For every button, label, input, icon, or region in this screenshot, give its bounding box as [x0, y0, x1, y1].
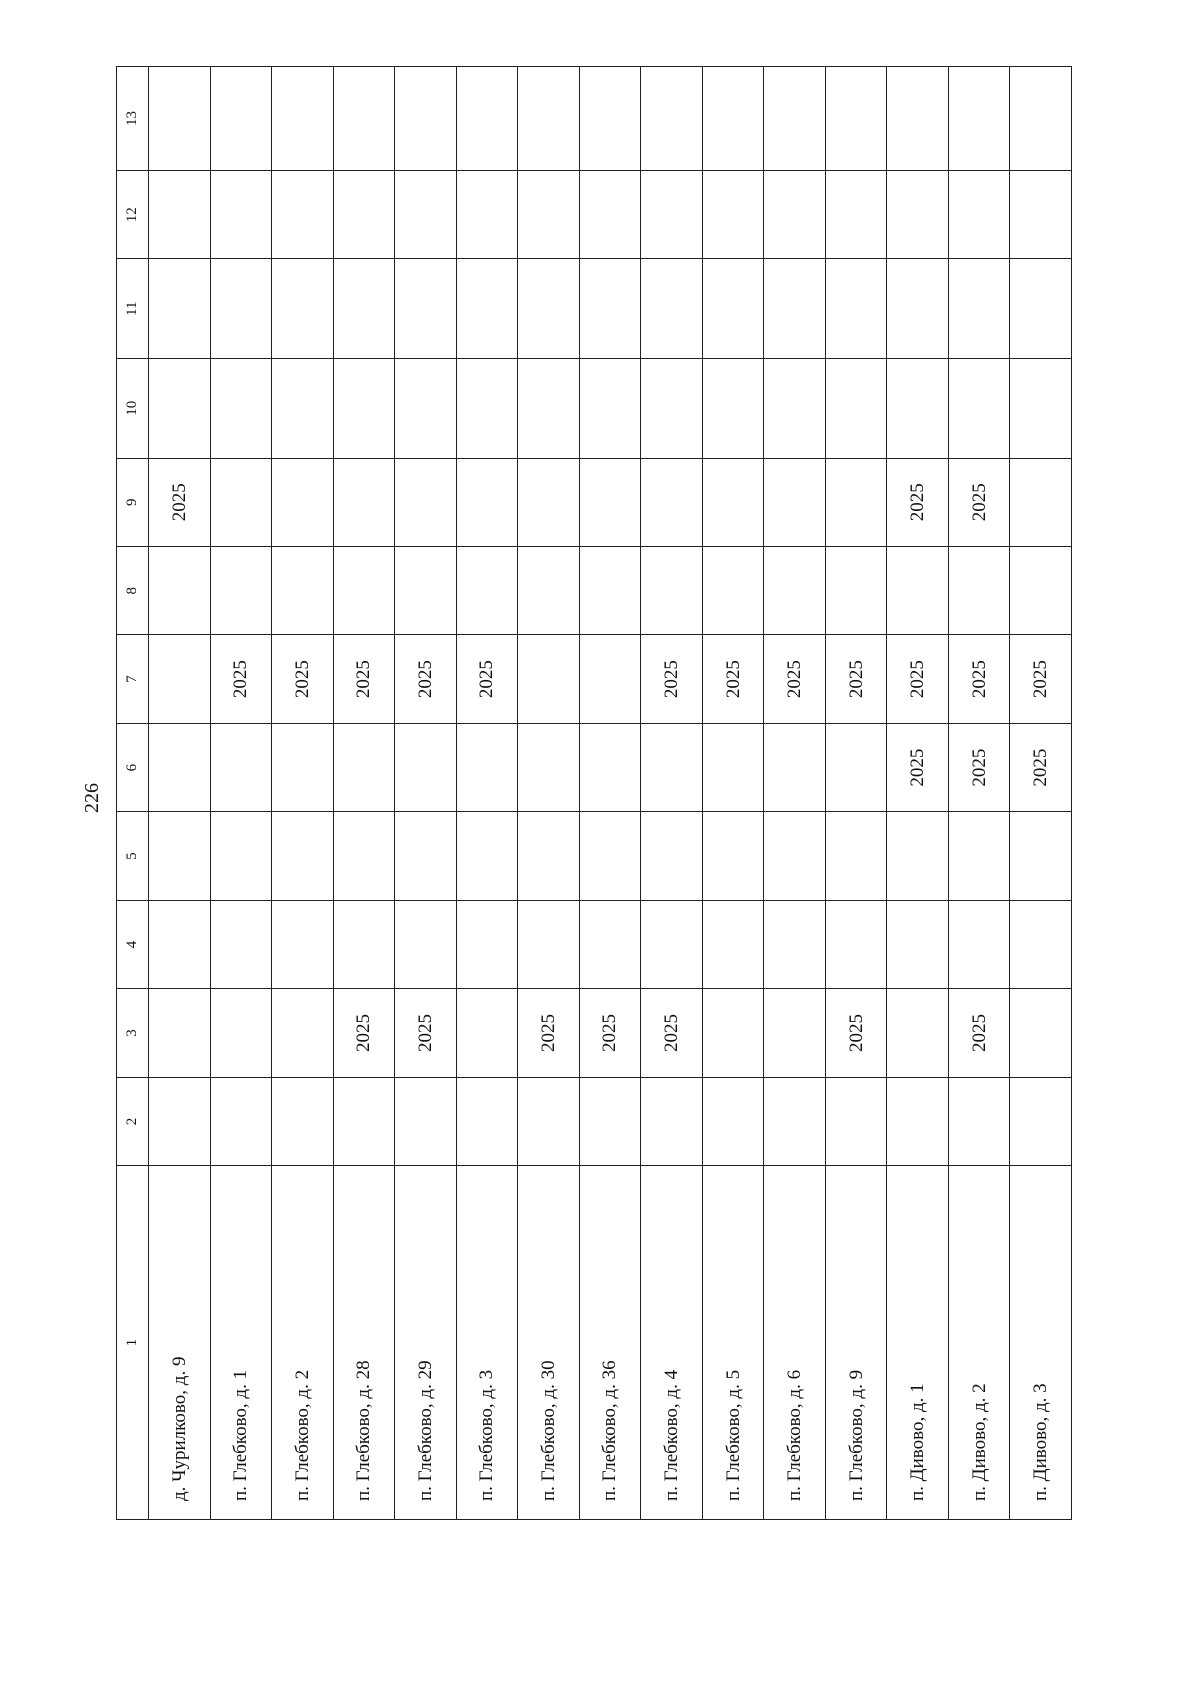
year-cell	[333, 546, 395, 634]
column-header-1: 1	[117, 1166, 149, 1520]
year-cell	[948, 900, 1010, 988]
year-cell	[948, 171, 1010, 259]
address-cell: п. Дивово, д. 2	[948, 1166, 1010, 1520]
year-cell	[456, 458, 518, 546]
year-cell	[333, 458, 395, 546]
year-cell	[518, 723, 580, 811]
year-cell	[395, 259, 457, 359]
year-cell	[272, 900, 334, 988]
address-cell: п. Глебково, д. 30	[518, 1166, 580, 1520]
year-cell	[456, 259, 518, 359]
year-cell	[579, 635, 641, 723]
year-cell	[395, 900, 457, 988]
year-cell	[333, 359, 395, 459]
table-row	[518, 67, 580, 1520]
year-cell	[210, 1077, 272, 1165]
table-row	[887, 67, 949, 1520]
table-row	[764, 67, 826, 1520]
year-cell	[518, 359, 580, 459]
year-cell	[641, 900, 703, 988]
year-cell	[518, 546, 580, 634]
year-cell	[641, 723, 703, 811]
address-cell: п. Глебково, д. 36	[579, 1166, 641, 1520]
year-cell	[210, 458, 272, 546]
year-cell	[764, 989, 826, 1077]
year-cell	[948, 359, 1010, 459]
year-cell: 2025	[948, 723, 1010, 811]
year-cell	[395, 812, 457, 900]
table-row	[1010, 67, 1072, 1520]
year-cell	[272, 259, 334, 359]
year-cell	[1010, 359, 1072, 459]
year-cell	[948, 259, 1010, 359]
column-header-11: 11	[117, 259, 149, 359]
year-cell	[149, 67, 211, 171]
year-cell	[518, 812, 580, 900]
year-cell	[825, 1077, 887, 1165]
year-cell: 2025	[887, 723, 949, 811]
year-cell	[702, 989, 764, 1077]
year-cell	[149, 723, 211, 811]
year-cell	[1010, 900, 1072, 988]
year-cell	[887, 359, 949, 459]
year-cell	[825, 900, 887, 988]
year-cell	[272, 67, 334, 171]
year-cell	[702, 67, 764, 171]
year-cell: 2025	[1010, 723, 1072, 811]
year-cell	[1010, 1077, 1072, 1165]
year-cell: 2025	[887, 458, 949, 546]
year-cell	[579, 812, 641, 900]
year-cell	[887, 812, 949, 900]
year-cell	[333, 723, 395, 811]
year-cell	[887, 546, 949, 634]
year-cell: 2025	[149, 458, 211, 546]
year-cell	[579, 546, 641, 634]
year-cell	[333, 900, 395, 988]
address-cell: п. Дивово, д. 1	[887, 1166, 949, 1520]
year-cell	[395, 546, 457, 634]
year-cell	[149, 989, 211, 1077]
year-cell	[1010, 259, 1072, 359]
year-cell	[825, 546, 887, 634]
year-cell	[641, 1077, 703, 1165]
year-cell	[272, 989, 334, 1077]
year-cell	[456, 171, 518, 259]
year-cell	[579, 359, 641, 459]
column-header-13: 13	[117, 67, 149, 171]
year-cell: 2025	[333, 989, 395, 1077]
table-row	[272, 67, 334, 1520]
year-cell	[149, 259, 211, 359]
year-cell	[395, 1077, 457, 1165]
year-cell	[1010, 546, 1072, 634]
year-cell: 2025	[456, 635, 518, 723]
year-cell	[641, 458, 703, 546]
year-cell	[825, 812, 887, 900]
year-cell: 2025	[948, 635, 1010, 723]
year-cell	[764, 723, 826, 811]
year-cell: 2025	[641, 989, 703, 1077]
year-cell	[764, 259, 826, 359]
table-row	[641, 67, 703, 1520]
year-cell	[641, 812, 703, 900]
year-cell	[1010, 67, 1072, 171]
year-cell	[641, 171, 703, 259]
year-cell	[272, 812, 334, 900]
address-cell: п. Глебково, д. 4	[641, 1166, 703, 1520]
year-cell	[456, 546, 518, 634]
year-cell	[210, 67, 272, 171]
year-cell: 2025	[395, 635, 457, 723]
year-cell	[641, 259, 703, 359]
year-cell	[149, 171, 211, 259]
year-cell	[579, 723, 641, 811]
year-cell	[210, 900, 272, 988]
year-cell	[333, 67, 395, 171]
year-cell	[764, 458, 826, 546]
year-cell	[456, 989, 518, 1077]
year-cell	[149, 812, 211, 900]
year-cell	[579, 67, 641, 171]
year-cell	[764, 171, 826, 259]
year-cell	[825, 171, 887, 259]
year-cell	[764, 67, 826, 171]
year-cell	[210, 359, 272, 459]
page-number: 226	[81, 783, 103, 813]
address-cell: п. Глебково, д. 9	[825, 1166, 887, 1520]
column-header-7: 7	[117, 635, 149, 723]
year-cell	[825, 458, 887, 546]
year-cell: 2025	[518, 989, 580, 1077]
year-cell	[210, 546, 272, 634]
year-cell	[579, 1077, 641, 1165]
column-header-6: 6	[117, 723, 149, 811]
year-cell	[333, 171, 395, 259]
address-cell: п. Глебково, д. 5	[702, 1166, 764, 1520]
year-cell	[702, 546, 764, 634]
table-row	[210, 67, 272, 1520]
column-header-4: 4	[117, 900, 149, 988]
year-cell	[333, 812, 395, 900]
year-cell	[272, 723, 334, 811]
address-cell: п. Глебково, д. 3	[456, 1166, 518, 1520]
year-cell: 2025	[210, 635, 272, 723]
year-cell	[764, 359, 826, 459]
year-cell	[149, 546, 211, 634]
address-cell: п. Глебково, д. 29	[395, 1166, 457, 1520]
year-cell	[825, 259, 887, 359]
year-cell	[518, 1077, 580, 1165]
year-cell	[702, 171, 764, 259]
year-cell	[210, 989, 272, 1077]
column-header-12: 12	[117, 171, 149, 259]
table-row	[456, 67, 518, 1520]
year-cell	[702, 259, 764, 359]
year-cell	[825, 723, 887, 811]
year-cell: 2025	[887, 635, 949, 723]
year-cell	[210, 259, 272, 359]
year-cell	[456, 67, 518, 171]
data-table	[116, 66, 1072, 1520]
year-cell	[948, 1077, 1010, 1165]
year-cell	[887, 171, 949, 259]
address-cell: п. Глебково, д. 28	[333, 1166, 395, 1520]
year-cell	[518, 67, 580, 171]
year-cell	[456, 359, 518, 459]
year-cell: 2025	[1010, 635, 1072, 723]
year-cell	[456, 1077, 518, 1165]
year-cell	[825, 67, 887, 171]
table-row	[825, 67, 887, 1520]
year-cell	[948, 546, 1010, 634]
year-cell	[887, 259, 949, 359]
column-header-2: 2	[117, 1077, 149, 1165]
year-cell	[887, 67, 949, 171]
year-cell	[579, 900, 641, 988]
year-cell	[518, 458, 580, 546]
year-cell	[518, 635, 580, 723]
year-cell	[395, 359, 457, 459]
year-cell	[887, 989, 949, 1077]
address-cell: д. Чурилково, д. 9	[149, 1166, 211, 1520]
year-cell	[579, 259, 641, 359]
year-cell	[456, 812, 518, 900]
year-cell	[702, 1077, 764, 1165]
year-cell	[579, 458, 641, 546]
year-cell	[641, 67, 703, 171]
table-row	[395, 67, 457, 1520]
address-cell: п. Глебково, д. 2	[272, 1166, 334, 1520]
address-cell: п. Глебково, д. 1	[210, 1166, 272, 1520]
year-cell	[764, 546, 826, 634]
address-cell: п. Дивово, д. 3	[1010, 1166, 1072, 1520]
year-cell: 2025	[948, 989, 1010, 1077]
column-header-9: 9	[117, 458, 149, 546]
year-cell	[149, 900, 211, 988]
year-cell: 2025	[702, 635, 764, 723]
year-cell: 2025	[333, 635, 395, 723]
year-cell	[272, 1077, 334, 1165]
year-cell	[887, 1077, 949, 1165]
year-cell	[702, 359, 764, 459]
year-cell: 2025	[948, 458, 1010, 546]
year-cell	[702, 723, 764, 811]
year-cell	[395, 723, 457, 811]
table-row	[333, 67, 395, 1520]
year-cell	[518, 171, 580, 259]
year-cell	[210, 723, 272, 811]
year-cell	[518, 900, 580, 988]
year-cell	[149, 359, 211, 459]
year-cell	[149, 635, 211, 723]
year-cell: 2025	[272, 635, 334, 723]
table-row	[702, 67, 764, 1520]
year-cell	[1010, 171, 1072, 259]
year-cell	[395, 171, 457, 259]
year-cell	[702, 900, 764, 988]
year-cell: 2025	[764, 635, 826, 723]
year-cell	[518, 259, 580, 359]
column-header-3: 3	[117, 989, 149, 1077]
year-cell	[395, 67, 457, 171]
year-cell	[764, 900, 826, 988]
year-cell	[210, 171, 272, 259]
year-cell	[333, 259, 395, 359]
table-row	[579, 67, 641, 1520]
year-cell: 2025	[825, 989, 887, 1077]
year-cell	[395, 458, 457, 546]
year-cell	[149, 1077, 211, 1165]
year-cell: 2025	[395, 989, 457, 1077]
year-cell	[764, 1077, 826, 1165]
year-cell	[702, 812, 764, 900]
column-header-5: 5	[117, 812, 149, 900]
year-cell	[456, 900, 518, 988]
year-cell	[641, 359, 703, 459]
year-cell	[272, 171, 334, 259]
year-cell	[333, 1077, 395, 1165]
column-header-10: 10	[117, 359, 149, 459]
table-body	[149, 67, 1072, 1520]
year-cell	[702, 458, 764, 546]
year-cell: 2025	[641, 635, 703, 723]
column-header-8: 8	[117, 546, 149, 634]
year-cell	[825, 359, 887, 459]
table-row	[948, 67, 1010, 1520]
year-cell	[210, 812, 272, 900]
year-cell	[641, 546, 703, 634]
address-cell: п. Глебково, д. 6	[764, 1166, 826, 1520]
year-cell: 2025	[825, 635, 887, 723]
year-cell: 2025	[579, 989, 641, 1077]
table-row	[149, 67, 211, 1520]
year-cell	[1010, 458, 1072, 546]
year-cell	[1010, 812, 1072, 900]
table-container	[116, 66, 1072, 1520]
header-row	[117, 67, 149, 1520]
year-cell	[887, 900, 949, 988]
year-cell	[948, 812, 1010, 900]
year-cell	[1010, 989, 1072, 1077]
year-cell	[272, 359, 334, 459]
year-cell	[272, 458, 334, 546]
year-cell	[456, 723, 518, 811]
rotated-table-frame	[116, 66, 1072, 1520]
year-cell	[764, 812, 826, 900]
year-cell	[948, 67, 1010, 171]
year-cell	[272, 546, 334, 634]
year-cell	[579, 171, 641, 259]
